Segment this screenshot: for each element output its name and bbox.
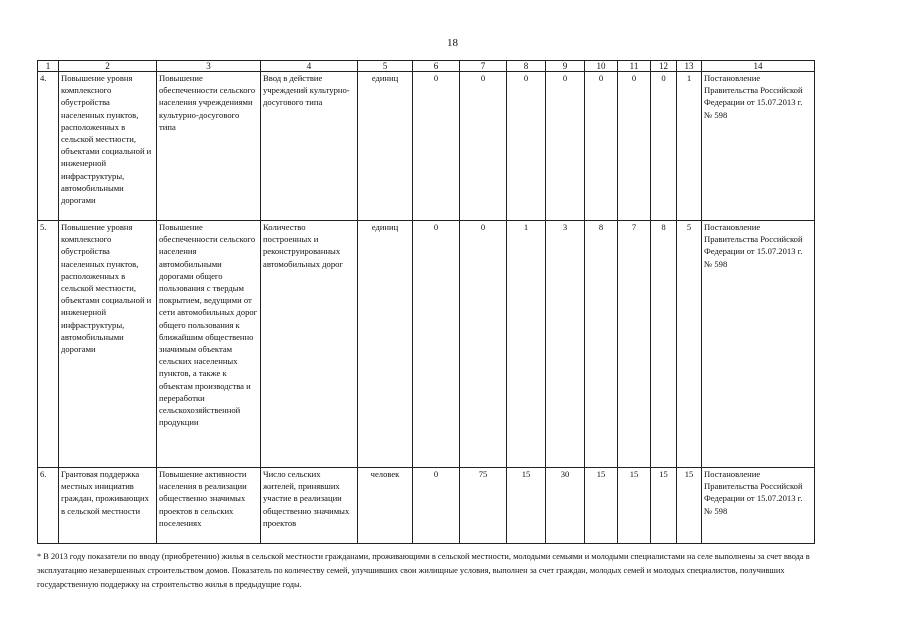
value-cell: 0 xyxy=(413,72,460,221)
task-cell: Повышение уровня комплексного обустройства населенных пунктов, расположенных в сельской местности, объектами социальной и инженерной инфраструктуры, автомобильными дорогами xyxy=(59,72,157,221)
header-cell: 7 xyxy=(460,61,507,72)
page-number: 18 xyxy=(447,37,458,49)
table-row xyxy=(38,72,815,221)
header-row xyxy=(38,61,815,72)
goal-cell: Повышение активности населения в реализации общественно значимых проектов в сельских поселениях xyxy=(157,468,261,544)
header-cell: 13 xyxy=(677,61,702,72)
header-cell: 5 xyxy=(358,61,413,72)
header-cell: 9 xyxy=(546,61,585,72)
value-cell: 15 xyxy=(651,468,677,544)
value-cell: 0 xyxy=(651,72,677,221)
unit-cell: человек xyxy=(358,468,413,544)
value-cell: 15 xyxy=(507,468,546,544)
header-cell: 4 xyxy=(261,61,358,72)
header-cell: 3 xyxy=(157,61,261,72)
value-cell: 1 xyxy=(507,221,546,468)
header-cell: 12 xyxy=(651,61,677,72)
value-cell: 15 xyxy=(677,468,702,544)
header-cell: 2 xyxy=(59,61,157,72)
row-number: 6. xyxy=(38,468,59,544)
header-cell: 10 xyxy=(585,61,618,72)
value-cell: 0 xyxy=(413,468,460,544)
value-cell: 0 xyxy=(413,221,460,468)
value-cell: 1 xyxy=(677,72,702,221)
row-number: 4. xyxy=(38,72,59,221)
table-row xyxy=(38,468,815,544)
header-cell: 14 xyxy=(702,61,815,72)
value-cell: 0 xyxy=(618,72,651,221)
goal-cell: Повышение обеспеченности сельского населения автомобильными дорогами общего пользования с твердым покрытием, ведущими от сети автомобильных дорог общего пользования к ближайшим общественно значимым объектам сельских населенных пунктов, а также к объектам производства и переработки сельскохозяйственной продукции xyxy=(157,221,261,468)
value-cell: 0 xyxy=(460,221,507,468)
value-cell: 15 xyxy=(585,468,618,544)
value-cell: 8 xyxy=(585,221,618,468)
value-cell: 5 xyxy=(677,221,702,468)
header-cell: 1 xyxy=(38,61,59,72)
task-cell: Повышение уровня комплексного обустройства населенных пунктов, расположенных в сельской местности, объектами социальной и инженерной инфраструктуры, автомобильными дорогами xyxy=(59,221,157,468)
unit-cell: единиц xyxy=(358,221,413,468)
indicators-table xyxy=(37,60,815,544)
task-cell: Грантовая поддержка местных инициатив граждан, проживающих в сельской местности xyxy=(59,468,157,544)
value-cell: 0 xyxy=(546,72,585,221)
value-cell: 30 xyxy=(546,468,585,544)
value-cell: 7 xyxy=(618,221,651,468)
header-cell: 8 xyxy=(507,61,546,72)
value-cell: 3 xyxy=(546,221,585,468)
value-cell: 15 xyxy=(618,468,651,544)
value-cell: 8 xyxy=(651,221,677,468)
footnote: * В 2013 году показатели по вводу (приобретению) жилья в сельской местности гражданами, проживающими в сельской местности, молодыми семьями и молодыми специалистами на селе выполнены за счет ввода в эксплуатацию незавершенных строительством домов. Показатель по количеству семей, улучшивших свои жилищные условия, выполнен за счет граждан, молодых семей и молодых специалистов, получивших государственную поддержку на строительство жилья в предыдущие годы. xyxy=(37,552,810,589)
value-cell: 0 xyxy=(460,72,507,221)
indicator-cell: Число сельских жителей, принявших участие в реализации общественно значимых проектов xyxy=(261,468,358,544)
value-cell: 0 xyxy=(507,72,546,221)
unit-cell: единиц xyxy=(358,72,413,221)
header-cell: 11 xyxy=(618,61,651,72)
goal-cell: Повышение обеспеченности сельского населения учреждениями культурно-досугового типа xyxy=(157,72,261,221)
value-cell: 75 xyxy=(460,468,507,544)
indicator-cell: Количество построенных и реконструированных автомобильных дорог xyxy=(261,221,358,468)
source-cell: Постановление Правительства Российской Федерации от 15.07.2013 г. № 598 xyxy=(702,468,815,544)
source-cell: Постановление Правительства Российской Федерации от 15.07.2013 г. № 598 xyxy=(702,72,815,221)
row-number: 5. xyxy=(38,221,59,468)
source-cell: Постановление Правительства Российской Федерации от 15.07.2013 г. № 598 xyxy=(702,221,815,468)
table-row xyxy=(38,221,815,468)
header-cell: 6 xyxy=(413,61,460,72)
value-cell: 0 xyxy=(585,72,618,221)
indicator-cell: Ввод в действие учреждений культурно-досугового типа xyxy=(261,72,358,221)
